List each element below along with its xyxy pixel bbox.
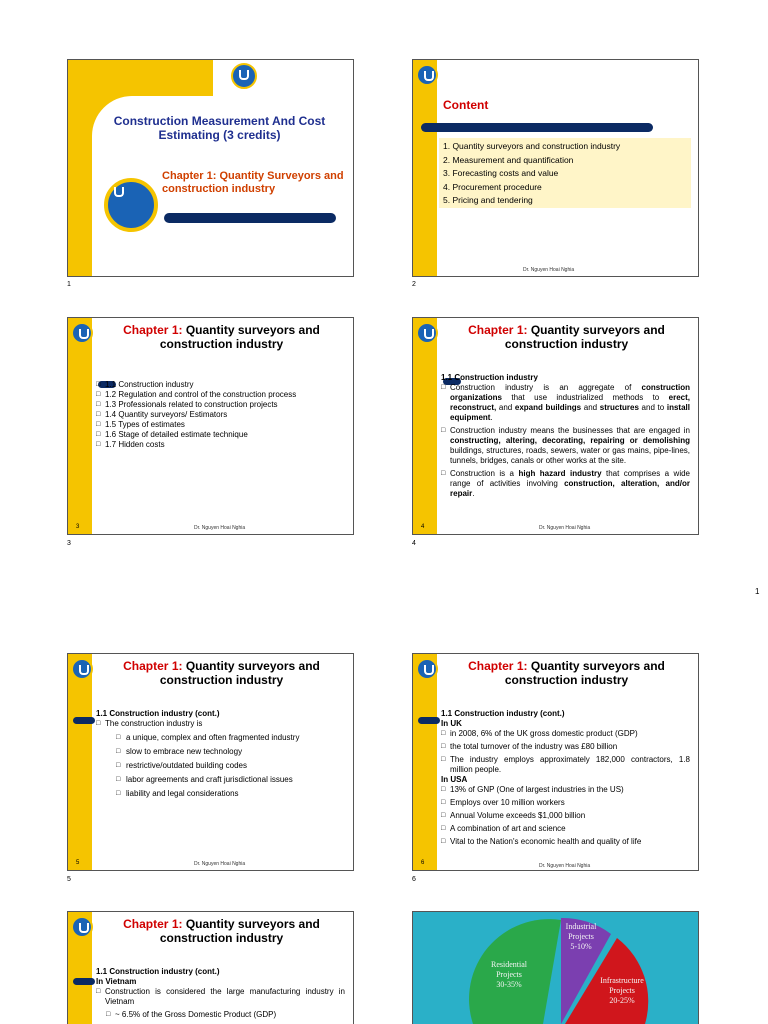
slide-title: [98, 323, 345, 351]
content-item-3: 3. Forecasting costs and value: [443, 168, 559, 178]
slide-title: [98, 917, 345, 945]
usa-item-2: □ Employs over 10 million workers: [441, 798, 690, 808]
content-heading: Content: [443, 98, 489, 112]
label-residential: Residential Projects 30-35%: [491, 960, 527, 989]
slide-title: [443, 659, 690, 687]
slide-number: 3: [76, 524, 80, 530]
chapter-text: Quantity surveyors and construction industry: [159, 323, 320, 351]
navy-bar: [73, 717, 95, 724]
toc-item-5: □ 1.5 Types of estimates: [96, 420, 345, 430]
usa-item-5: □ Vital to the Nation's economic health and quality of life: [441, 837, 690, 847]
chapter-label: Chapter 1:: [123, 917, 183, 931]
yellow-bar: [413, 60, 437, 276]
yellow-bar: [413, 318, 437, 534]
university-logo-icon: [416, 64, 438, 86]
yellow-bar: [68, 318, 92, 534]
section-heading: 1.1 Construction industry (cont.): [96, 709, 220, 718]
yellow-bar: [68, 654, 92, 870]
chapter-label: Chapter 1:: [468, 659, 528, 673]
label-infrastructure: Infrastructure Projects 20-25%: [600, 976, 644, 1005]
uk-heading: In UK: [441, 719, 462, 728]
content-item-1: 1. Quantity surveyors and construction industry: [443, 141, 621, 151]
slide-footer: Dr. Nguyen Hoai Nghia: [194, 861, 246, 867]
uk-item-3: □ The industry employs approximately 182,000 contractors, 1.8 million people.: [441, 755, 690, 775]
chapter-text: Quantity surveyors and construction industry: [159, 917, 320, 945]
slide-footer: Dr. Nguyen Hoai Nghia: [539, 863, 591, 869]
navy-bar: [73, 978, 95, 985]
slide-footer: Dr. Nguyen Hoai Nghia: [523, 267, 575, 273]
slide-title: [98, 659, 345, 687]
usa-item-1: □ 13% of GNP (One of largest industries in the US): [441, 785, 690, 795]
uk-item-2: □ the total turnover of the industry was £80 billion: [441, 742, 690, 752]
sub-item-5: □ liability and legal considerations: [116, 789, 345, 799]
slide-1: [67, 59, 354, 277]
toc-item-2: □ 1.2 Regulation and control of the construction process: [96, 390, 345, 400]
content-item-4: 4. Procurement procedure: [443, 181, 542, 192]
chapter-text: Quantity surveyors and construction industry: [159, 659, 320, 687]
slide-6: [412, 653, 699, 871]
toc-item-7: □ 1.7 Hidden costs: [96, 440, 345, 450]
slide-body: [441, 373, 690, 499]
chapter-label: Chapter 1:: [468, 323, 528, 337]
slide-number: 5: [76, 860, 80, 866]
sub-item-2: □ slow to embrace new technology: [116, 747, 345, 757]
slide-footer: Dr. Nguyen Hoai Nghia: [194, 525, 246, 531]
page-number-4: 4: [412, 540, 416, 547]
chapter-label: Chapter 1:: [123, 323, 183, 337]
vn-item-2: □ ~ 6.5% of the Gross Domestic Product (GDP): [106, 1010, 345, 1020]
navy-bar: [164, 213, 336, 223]
university-logo-icon: [416, 658, 438, 680]
slide-number: 6: [421, 860, 425, 866]
university-logo-icon: [71, 916, 93, 938]
slide-5: [67, 653, 354, 871]
section-heading: 1.1 Construction industry: [441, 373, 538, 382]
usa-item-4: □ A combination of art and science: [441, 824, 690, 834]
slide-number: 4: [421, 524, 425, 530]
vietnam-heading: In Vietnam: [96, 977, 137, 986]
yellow-bar: [413, 654, 437, 870]
navy-bar: [418, 717, 440, 724]
sub-item-4: □ labor agreements and craft jurisdictional issues: [116, 775, 345, 785]
uk-item-1: □ in 2008, 6% of the UK gross domestic product (GDP): [441, 729, 690, 739]
toc-list: [96, 380, 345, 450]
slide-8-pie: [412, 911, 699, 1024]
page-number-5: 5: [67, 876, 71, 883]
slide-body: [96, 709, 345, 803]
navy-bar: [421, 123, 653, 132]
chapter-text: Quantity surveyors and construction industry: [504, 323, 665, 351]
university-seal-icon: [104, 178, 158, 232]
bullet-businesses: □ Construction industry means the businesses that are engaged in constructing, altering, decorating, repairing or demolishing buildings, structures, roads, sewers, water or gas mains, pipe-lines, tunnels, bridges, canals or other works at the site.: [441, 426, 690, 466]
lead-bullet: □ The construction industry is: [96, 719, 345, 729]
slide-footer: Dr. Nguyen Hoai Nghia: [539, 525, 591, 531]
slide-4: [412, 317, 699, 535]
university-logo-icon: [231, 63, 257, 89]
bullet-aggregate: □ Construction industry is an aggregate of construction organizations that use industrialized methods to erect, reconstruct, and expand buildings and structures and to install equipment.: [441, 383, 690, 423]
section-heading: 1.1 Construction industry (cont.): [441, 709, 565, 718]
toc-item-1: □ 1.1 Construction industry: [96, 380, 345, 390]
usa-heading: In USA: [441, 775, 468, 784]
slide-body: [96, 967, 345, 1020]
university-logo-icon: [71, 658, 93, 680]
toc-item-6: □ 1.6 Stage of detailed estimate technique: [96, 430, 345, 440]
slide-7: [67, 911, 354, 1024]
content-list: [439, 138, 691, 208]
toc-item-3: □ 1.3 Professionals related to construction projects: [96, 400, 345, 410]
page-number-1: 1: [67, 281, 71, 288]
content-item-5: 5. Pricing and tendering: [443, 195, 533, 205]
slide-body: [441, 709, 690, 847]
chapter-text: Quantity surveyors and construction industry: [504, 659, 665, 687]
bullet-hazard: □ Construction is a high hazard industry that comprises a wide range of activities involving construction, alteration, and/or repair.: [441, 469, 690, 499]
usa-item-3: □ Annual Volume exceeds $1,000 billion: [441, 811, 690, 821]
page-number-2: 2: [412, 281, 416, 288]
sheet-page-number: 1: [755, 587, 760, 596]
slide-2: [412, 59, 699, 277]
chapter-subtitle: [162, 170, 345, 196]
page-number-3: 3: [67, 540, 71, 547]
page-number-6: 6: [412, 876, 416, 883]
university-logo-icon: [71, 322, 93, 344]
toc-item-4: □ 1.4 Quantity surveyors/ Estimators: [96, 410, 345, 420]
label-industrial: Industrial Projects 5-10%: [565, 922, 597, 951]
chapter-label: Chapter 1:: [162, 170, 217, 182]
vn-item-1: □ Construction is considered the large manufacturing industry in Vietnam: [96, 987, 345, 1007]
section-heading: 1.1 Construction industry (cont.): [96, 967, 220, 976]
content-item-2: 2. Measurement and quantification: [443, 154, 574, 165]
sub-item-1: □ a unique, complex and often fragmented industry: [116, 733, 345, 743]
sub-item-3: □ restrictive/outdated building codes: [116, 761, 345, 771]
university-logo-icon: [416, 322, 438, 344]
slide-title: [443, 323, 690, 351]
chapter-text: Quantity Surveyors and construction industry: [162, 170, 344, 195]
chapter-label: Chapter 1:: [123, 659, 183, 673]
course-title: Construction Measurement And Cost Estimating (3 credits): [113, 114, 326, 142]
slide-3: [67, 317, 354, 535]
